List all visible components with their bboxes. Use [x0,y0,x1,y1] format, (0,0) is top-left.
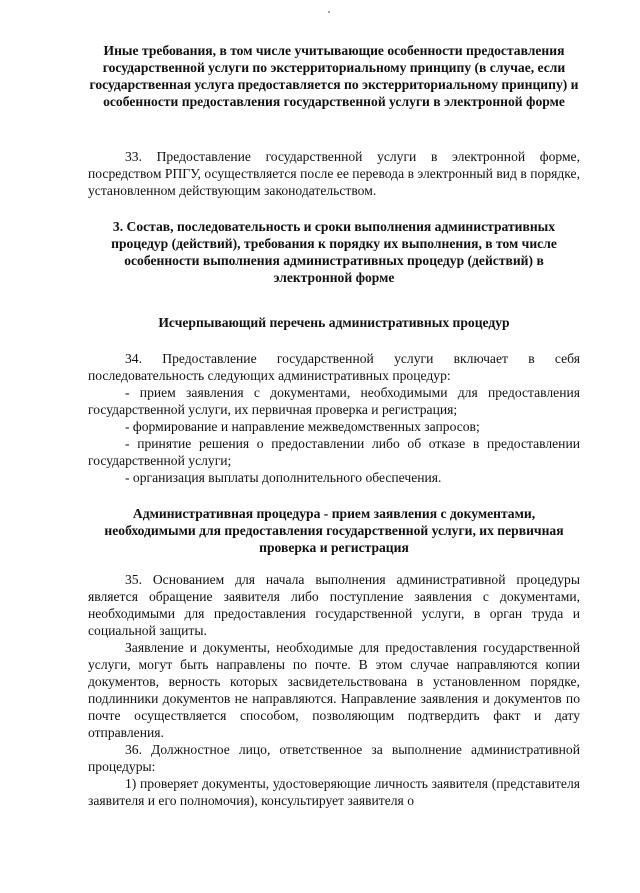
section-heading-other-requirements: Иные требования, в том числе учитывающие особенности предоставления государственной услуги по экстерриториальному принципу (в случае, если государственная услуга предоставляется по экстерриториальному принципу) и особенности предоставления государственной услуги в электронной форме [89,43,579,109]
paragraph-33: 33. Предоставление государственной услуги в электронной форме, посредством РПГУ, осуществляется после ее перевода в электронный вид в порядке, установленном действующим законодательством. [88,149,580,198]
scan-speck [328,11,330,13]
section-heading-3: 3. Состав, последовательность и сроки выполнения административных процедур (действий), требования к порядку их выполнения, в том числе особенности выполнения административных процедур (действий) в электронной форме [111,219,557,285]
list-item: - принятие решения о предоставлении либо об отказе в предоставлении государственной услуги; [88,436,580,468]
paragraph-36-item-1: 1) проверяет документы, удостоверяющие личность заявителя (представителя заявителя и его полномочия), консультирует заявителя о [88,776,580,808]
list-item: - прием заявления с документами, необходимыми для предоставления государственной услуги, их первичная проверка и регистрация; [88,385,580,417]
paragraph-36: 36. Должностное лицо, ответственное за выполнение административной процедуры: [88,742,580,774]
subheading-procedures-list: Исчерпывающий перечень административных процедур [158,315,510,330]
paragraph-35: 35. Основанием для начала выполнения административной процедуры является обращение заявителя либо поступление заявления с документами, необходимыми для предоставления государственной услуги, в орган труда и социальной защиты. [88,572,580,638]
subheading-procedure-reception: Административная процедура - прием заявления с документами, необходимыми для предоставления государственной услуги, их первичная проверка и регистрация [104,506,564,555]
procedure-list [88,384,580,486]
list-item: - формирование и направление межведомственных запросов; [125,419,480,434]
paragraph-35-mail: Заявление и документы, необходимые для предоставления государственной услуги, могут быть направлены по почте. В этом случае направляются копии документов, верность которых засвидетельствована в установленном порядке, подлинники документов не направляются. Направление заявления и документов по почте осуществляется способом, позволяющим подтвердить факт и дату отправления. [88,640,580,740]
list-item: - организация выплаты дополнительного обеспечения. [125,470,442,485]
paragraph-34: 34. Предоставление государственной услуги включает в себя последовательность следующих административных процедур: [88,351,580,383]
